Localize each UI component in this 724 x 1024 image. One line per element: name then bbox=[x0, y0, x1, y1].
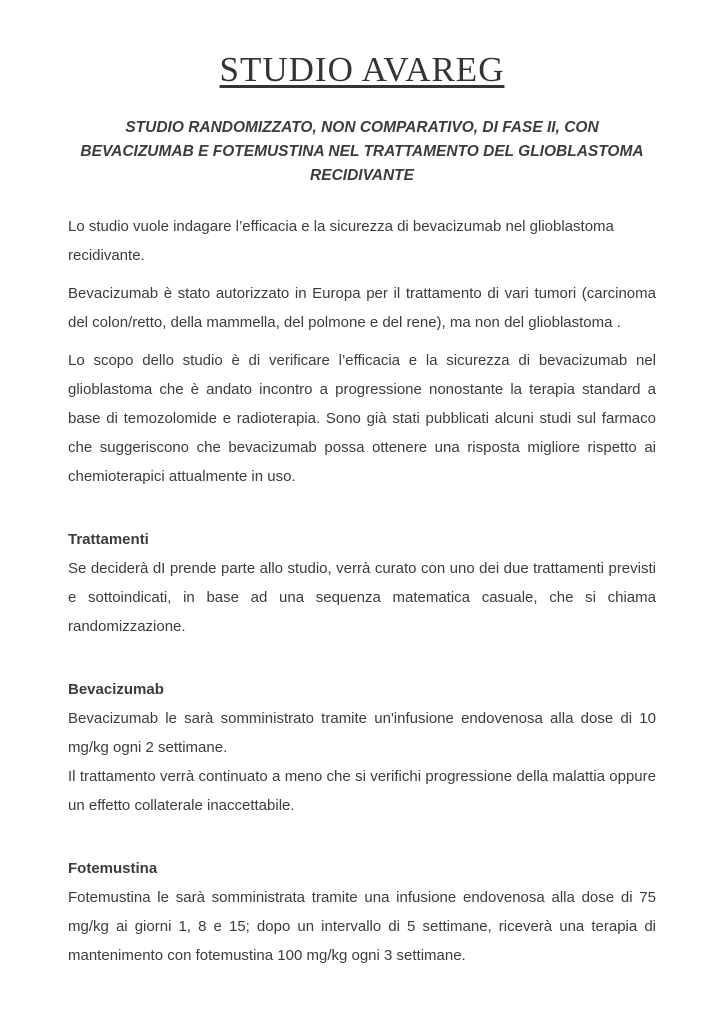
trattamenti-paragraph: Se deciderà dI prende parte allo studio, verrà curato con uno dei due trattamenti previsti e sottoindicati, in base ad una sequenza matematica casuale, che si chiama randomizzazione. bbox=[68, 560, 656, 636]
fotemustina-paragraph: Fotemustina le sarà somministrata tramite una infusione endovenosa alla dose di 75 mg/kg ai giorni 1, 8 e 15; dopo un intervallo di 5 settimane, riceverà una terapia di mantenimento con fotemustina 100 mg/kg ogni 3 settimane. bbox=[68, 889, 656, 965]
bevacizumab-paragraph-1: Bevacizumab le sarà somministrato tramite un'infusione endovenosa alla dose di 10 mg/kg ogni 2 settimane. bbox=[68, 710, 656, 757]
section-bevacizumab bbox=[68, 675, 656, 820]
document-title: STUDIO AVAREG bbox=[219, 50, 505, 89]
section-heading-fotemustina: Fotemustina bbox=[68, 860, 158, 878]
bevacizumab-paragraph-2: Il trattamento verrà continuato a meno che si verifichi progressione della malattia oppure un effetto collaterale inaccettabile. bbox=[68, 768, 656, 815]
section-fotemustina bbox=[68, 854, 656, 970]
document-subtitle: STUDIO RANDOMIZZATO, NON COMPARATIVO, DI FASE II, CON BEVACIZUMAB E FOTEMUSTINA NEL TRATTAMENTO DEL GLIOBLASTOMA RECIDIVANTE bbox=[80, 119, 644, 185]
section-heading-trattamenti: Trattamenti bbox=[68, 531, 149, 549]
intro-paragraph-3: Lo scopo dello studio è di verificare l’efficacia e la sicurezza di bevacizumab nel glioblastoma che è andato incontro a progressione nonostante la terapia standard a base di temozolomide e radioterapia. Sono già stati pubblicati alcuni studi sul farmaco che suggeriscono che bevacizumab possa ottenere una risposta migliore rispetto ai chemioterapici attualmente in uso. bbox=[68, 352, 656, 486]
intro-paragraph-1: Lo studio vuole indagare l’efficacia e la sicurezza di bevacizumab nel glioblastoma recidivante. bbox=[68, 218, 614, 265]
section-heading-bevacizumab: Bevacizumab bbox=[68, 681, 164, 699]
intro-paragraph-2: Bevacizumab è stato autorizzato in Europa per il trattamento di vari tumori (carcinoma del colon/retto, della mammella, del polmone e del rene), ma non del glioblastoma . bbox=[68, 285, 656, 332]
section-trattamenti bbox=[68, 525, 656, 641]
